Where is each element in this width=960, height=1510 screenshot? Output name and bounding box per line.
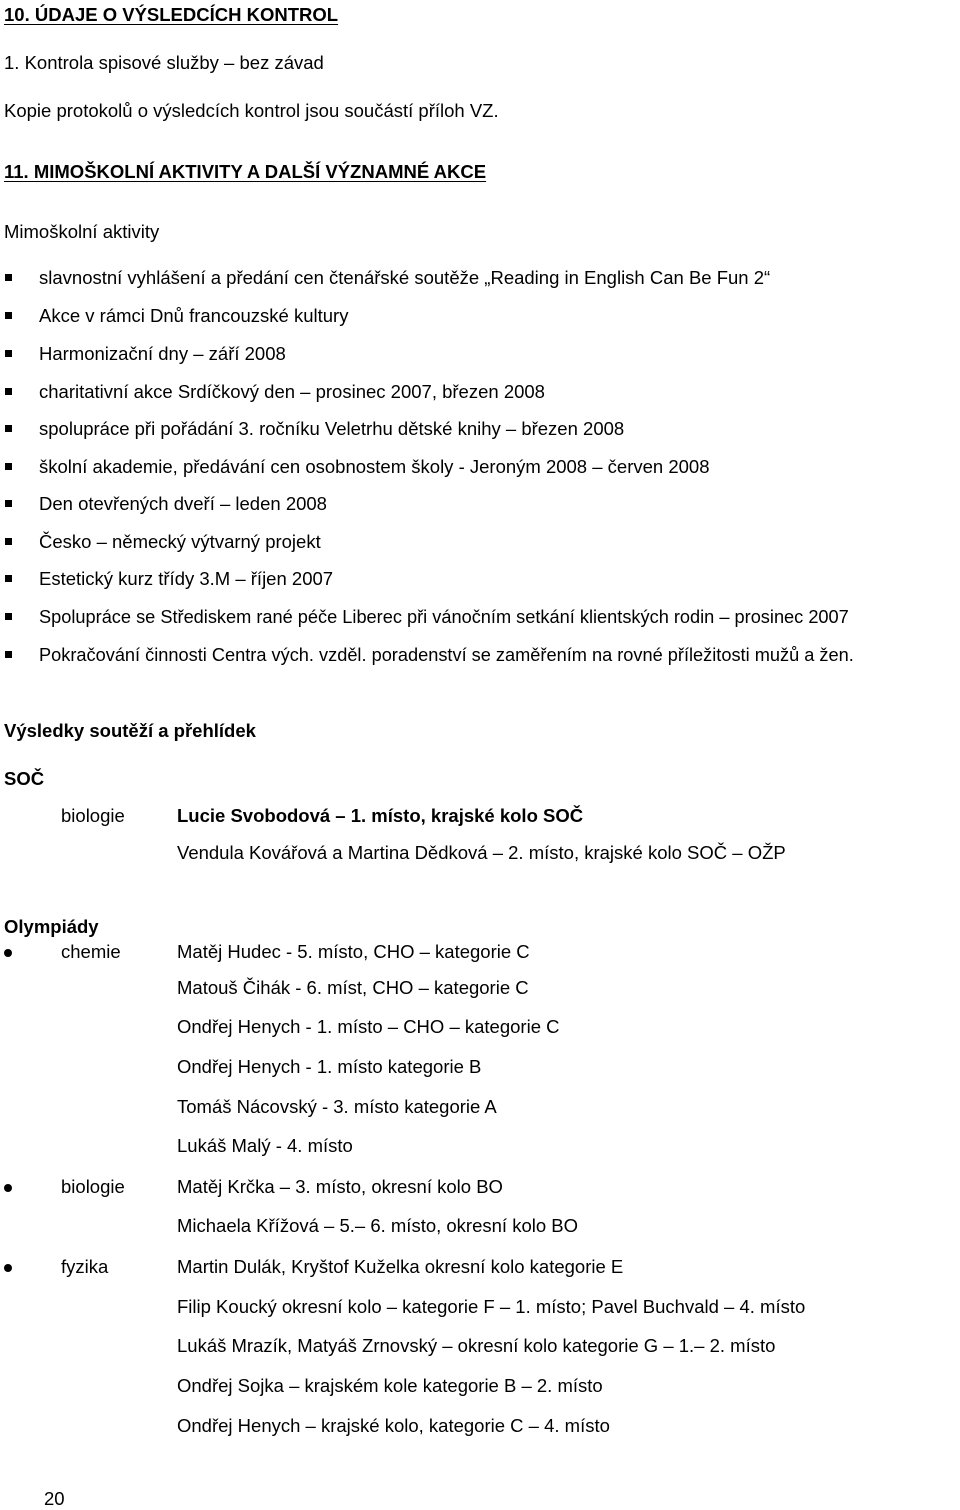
bullet-square-icon bbox=[5, 538, 12, 545]
olympiad-result: Ondřej Sojka – krajském kole kategorie B – 2. místo bbox=[177, 1375, 603, 1396]
bullet-square-icon bbox=[5, 388, 12, 395]
bullet-square-icon bbox=[5, 274, 12, 281]
list-item: Den otevřených dveří – leden 2008 bbox=[39, 493, 327, 514]
bullet-square-icon bbox=[5, 575, 12, 582]
bullet-square-icon bbox=[5, 425, 12, 432]
section-10-heading: 10. ÚDAJE O VÝSLEDCÍCH KONTROL bbox=[4, 4, 339, 25]
list-item: Harmonizační dny – září 2008 bbox=[39, 343, 286, 364]
olympiad-subject: biologie bbox=[61, 1176, 125, 1197]
olympiad-result: Lukáš Mrazík, Matyáš Zrnovský – okresní kolo kategorie G – 1.– 2. místo bbox=[177, 1335, 776, 1356]
olympiad-subject: fyzika bbox=[61, 1256, 109, 1277]
results-title: Výsledky soutěží a přehlídek bbox=[4, 720, 256, 741]
olympiad-result: Filip Koucký okresní kolo – kategorie F – 1. místo; Pavel Buchvald – 4. místo bbox=[177, 1296, 806, 1317]
olympiad-result: Matěj Krčka – 3. místo, okresní kolo BO bbox=[177, 1176, 503, 1197]
soc-title: SOČ bbox=[4, 768, 45, 789]
list-item: Estetický kurz třídy 3.M – říjen 2007 bbox=[39, 568, 334, 589]
page-number: 20 bbox=[44, 1488, 65, 1509]
bullet-dot-icon bbox=[4, 949, 12, 957]
olympiad-result: Matouš Čihák - 6. míst, CHO – kategorie C bbox=[177, 977, 529, 998]
list-item: spolupráce při pořádání 3. ročníku Veletrhu dětské knihy – březen 2008 bbox=[39, 418, 625, 439]
list-item: charitativní akce Srdíčkový den – prosinec 2007, březen 2008 bbox=[39, 381, 545, 402]
bullet-square-icon bbox=[5, 500, 12, 507]
list-item: školní akademie, předávání cen osobnostem školy - Jeroným 2008 – červen 2008 bbox=[39, 456, 710, 477]
olympiads-title: Olympiády bbox=[4, 916, 99, 937]
olympiad-result: Michaela Křížová – 5.– 6. místo, okresní kolo BO bbox=[177, 1215, 579, 1236]
soc-result: Lucie Svobodová – 1. místo, krajské kolo SOČ bbox=[177, 805, 584, 826]
olympiad-result: Ondřej Henych – krajské kolo, kategorie C – 4. místo bbox=[177, 1415, 610, 1436]
list-item: Česko – německý výtvarný projekt bbox=[39, 531, 321, 552]
activities-title: Mimoškolní aktivity bbox=[4, 221, 160, 242]
olympiad-result: Martin Dulák, Kryštof Kuželka okresní kolo kategorie E bbox=[177, 1256, 624, 1277]
olympiad-result: Ondřej Henych - 1. místo – CHO – kategorie C bbox=[177, 1016, 560, 1037]
list-item: Akce v rámci Dnů francouzské kultury bbox=[39, 305, 349, 326]
bullet-square-icon bbox=[5, 651, 12, 658]
soc-result: Vendula Kovářová a Martina Dědková – 2. místo, krajské kolo SOČ – OŽP bbox=[177, 842, 786, 863]
olympiad-result: Lukáš Malý - 4. místo bbox=[177, 1135, 353, 1156]
section-10-note: Kopie protokolů o výsledcích kontrol jsou součástí příloh VZ. bbox=[4, 100, 499, 121]
bullet-square-icon bbox=[5, 312, 12, 319]
section-11-heading: 11. MIMOŠKOLNÍ AKTIVITY A DALŠÍ VÝZNAMNÉ AKCE bbox=[4, 161, 487, 182]
olympiad-subject: chemie bbox=[61, 941, 121, 962]
bullet-square-icon bbox=[5, 350, 12, 357]
bullet-dot-icon bbox=[4, 1264, 12, 1272]
soc-subject: biologie bbox=[61, 805, 125, 826]
section-10-subheading: 1. Kontrola spisové služby – bez závad bbox=[4, 52, 324, 73]
olympiad-result: Matěj Hudec - 5. místo, CHO – kategorie C bbox=[177, 941, 530, 962]
bullet-dot-icon bbox=[4, 1184, 12, 1192]
list-item: Pokračování činnosti Centra vých. vzděl. poradenství se zaměřením na rovné příležitosti mužů a žen. bbox=[39, 645, 854, 665]
olympiad-result: Tomáš Nácovský - 3. místo kategorie A bbox=[177, 1096, 497, 1117]
olympiad-result: Ondřej Henych - 1. místo kategorie B bbox=[177, 1056, 482, 1077]
bullet-square-icon bbox=[5, 463, 12, 470]
bullet-square-icon bbox=[5, 613, 12, 620]
list-item: Spolupráce se Střediskem rané péče Liberec při vánočním setkání klientských rodin – prosinec 2007 bbox=[39, 607, 849, 627]
list-item: slavnostní vyhlášení a předání cen čtenářské soutěže „Reading in English Can Be Fun 2“ bbox=[39, 267, 771, 288]
